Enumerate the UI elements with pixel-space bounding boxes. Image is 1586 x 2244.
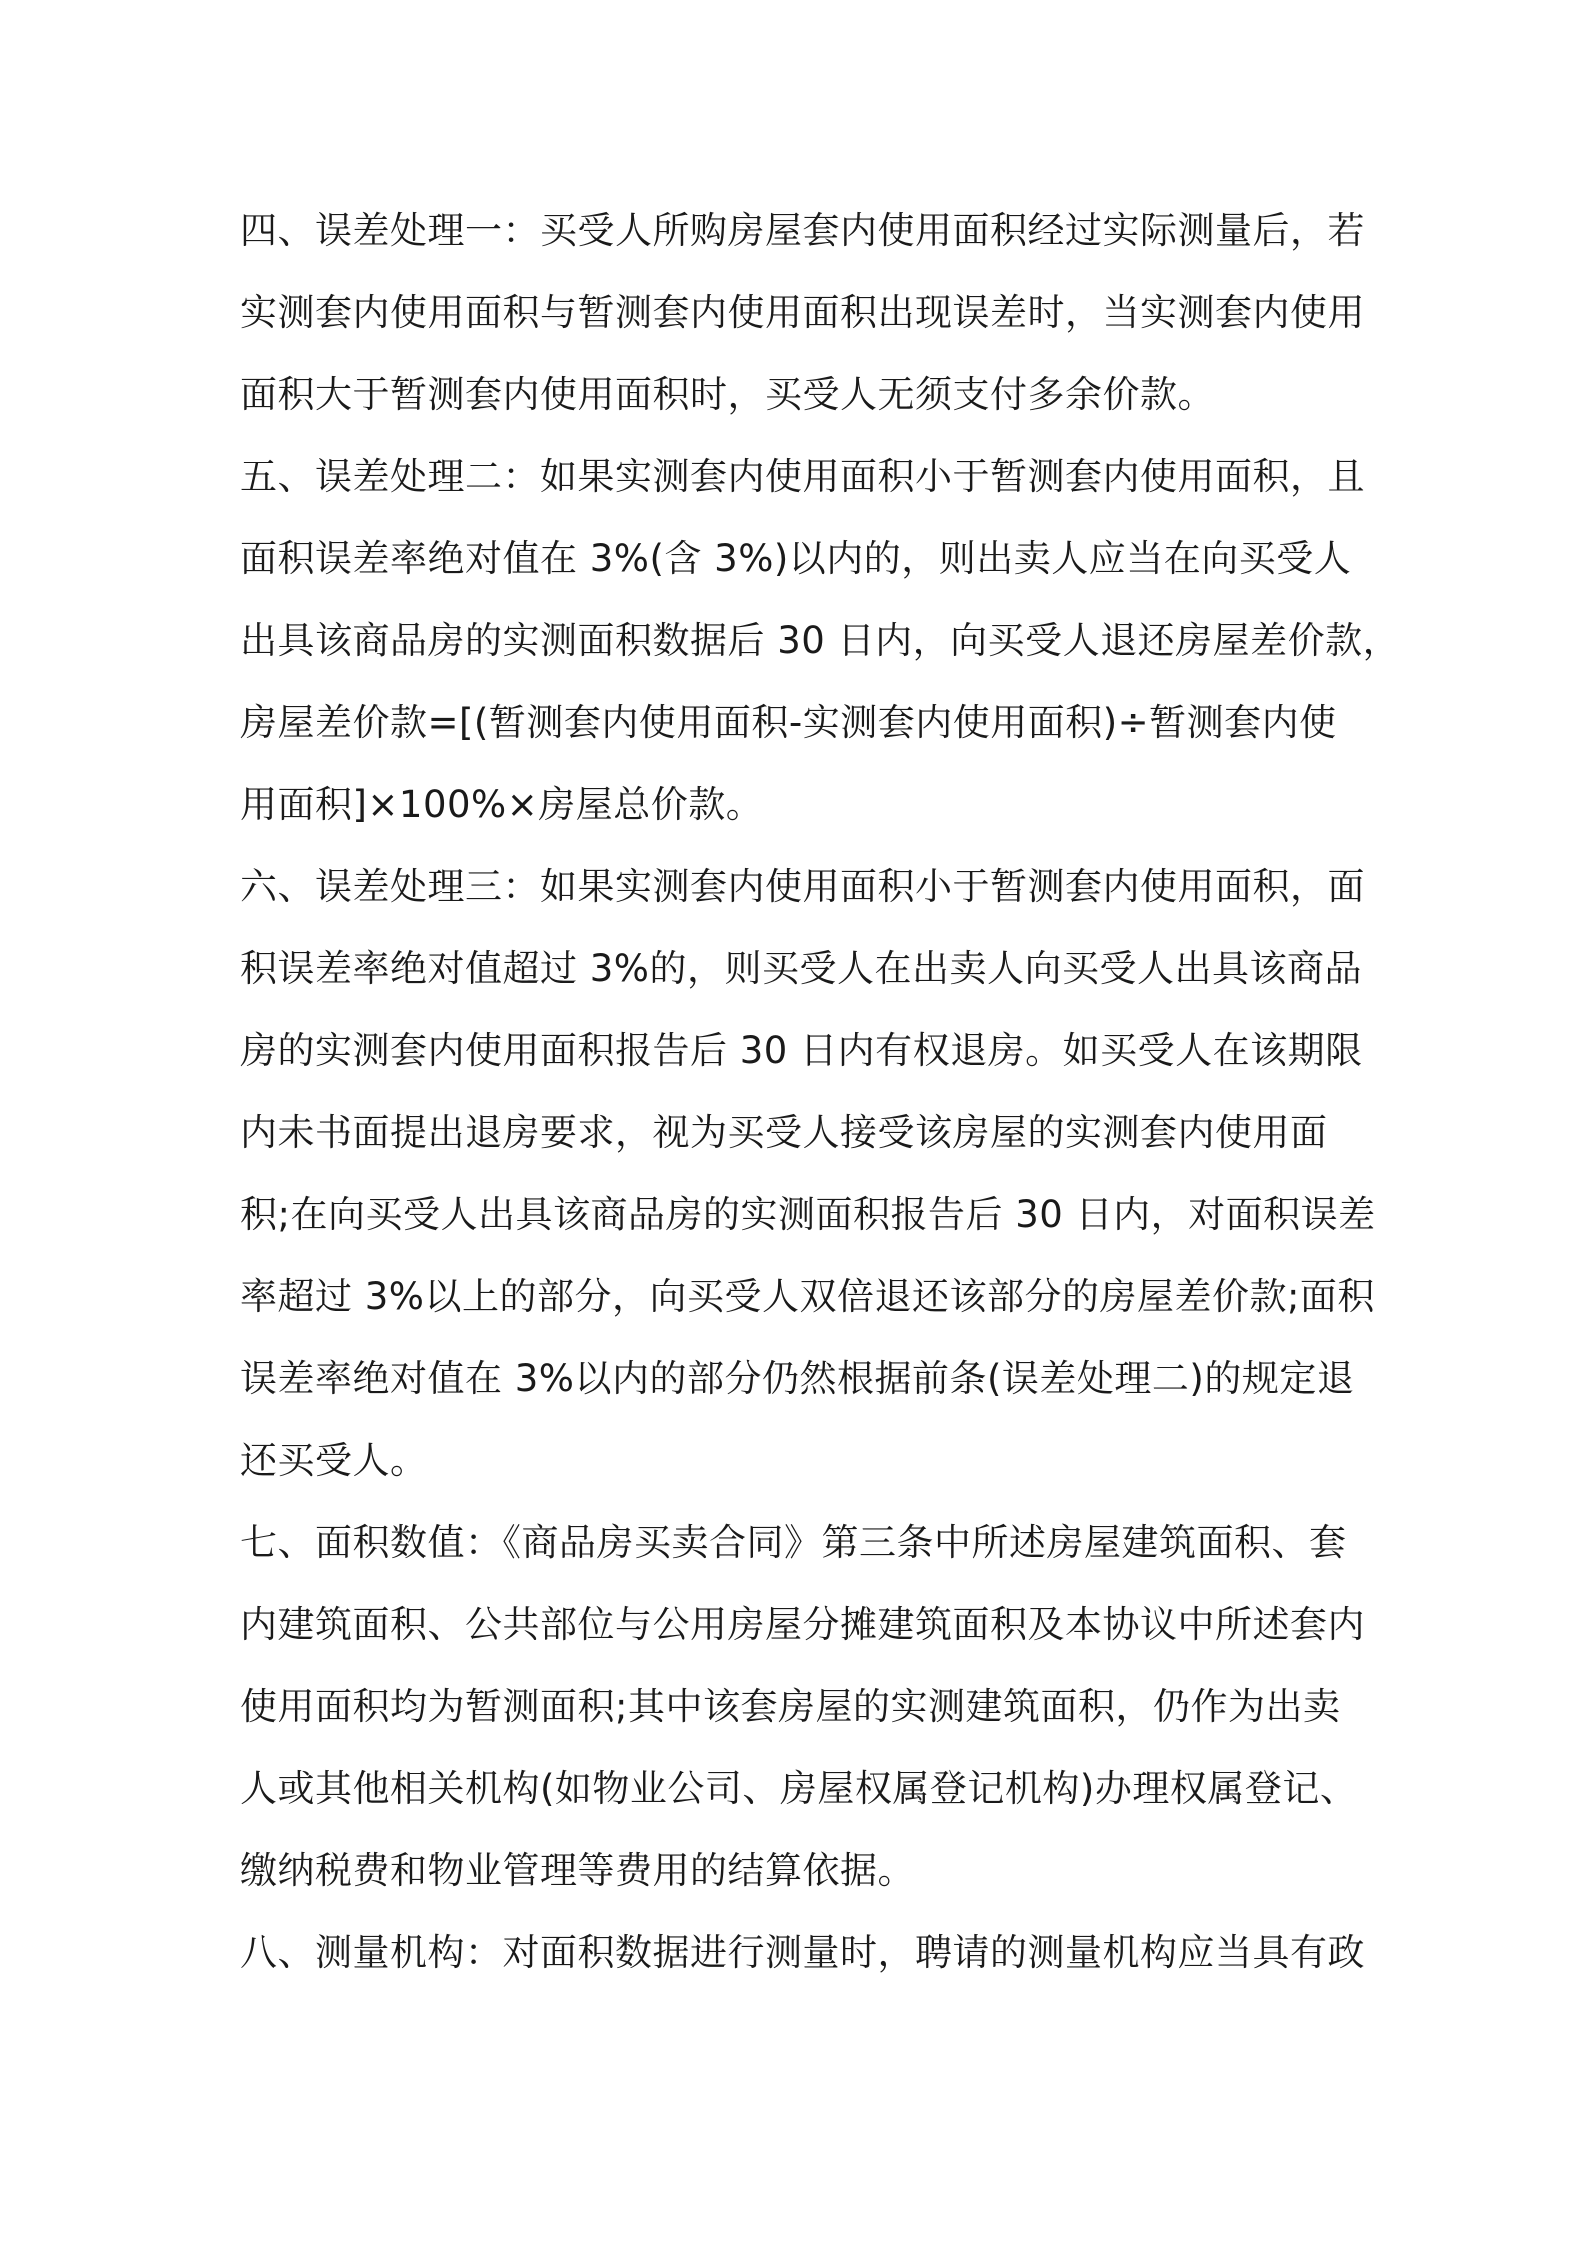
text-line: 房的实测套内使用面积报告后 30 日内有权退房。如买受人在该期限 xyxy=(240,1029,1363,1072)
text-line: 六、误差处理三：如果实测套内使用面积小于暂测套内使用面积，面 xyxy=(240,865,1365,908)
text-line: 还买受人。 xyxy=(240,1439,428,1482)
contract-text xyxy=(240,190,1401,1994)
text-line: 出具该商品房的实测面积数据后 30 日内，向买受人退还房屋差价款， xyxy=(240,619,1401,662)
text-line: 积;在向买受人出具该商品房的实测面积报告后 30 日内，对面积误差 xyxy=(240,1193,1376,1236)
text-line: 率超过 3%以上的部分，向买受人双倍退还该部分的房屋差价款;面积 xyxy=(240,1275,1375,1318)
text-line: 五、误差处理二：如果实测套内使用面积小于暂测套内使用面积，且 xyxy=(240,455,1365,498)
text-line: 用面积]×100%×房屋总价款。 xyxy=(240,783,764,826)
text-line: 内未书面提出退房要求，视为买受人接受该房屋的实测套内使用面 xyxy=(240,1111,1328,1154)
text-line: 实测套内使用面积与暂测套内使用面积出现误差时，当实测套内使用 xyxy=(240,291,1365,334)
text-line: 缴纳税费和物业管理等费用的结算依据。 xyxy=(240,1849,915,1892)
text-line: 四、误差处理一：买受人所购房屋套内使用面积经过实际测量后，若 xyxy=(240,209,1365,252)
text-line: 七、面积数值：《商品房买卖合同》第三条中所述房屋建筑面积、套 xyxy=(240,1521,1347,1564)
text-line: 房屋差价款=[(暂测套内使用面积-实测套内使用面积)÷暂测套内使 xyxy=(240,701,1337,744)
text-line: 人或其他相关机构(如物业公司、房屋权属登记机构)办理权属登记、 xyxy=(240,1767,1358,1810)
text-line: 误差率绝对值在 3%以内的部分仍然根据前条(误差处理二)的规定退 xyxy=(240,1357,1355,1400)
text-line: 面积大于暂测套内使用面积时，买受人无须支付多余价款。 xyxy=(240,373,1215,416)
text-line: 使用面积均为暂测面积;其中该套房屋的实测建筑面积，仍作为出卖 xyxy=(240,1685,1341,1728)
text-line: 面积误差率绝对值在 3%(含 3%)以内的，则出卖人应当在向买受人 xyxy=(240,537,1352,580)
text-line: 内建筑面积、公共部位与公用房屋分摊建筑面积及本协议中所述套内 xyxy=(240,1603,1365,1646)
text-line: 积误差率绝对值超过 3%的，则买受人在出卖人向买受人出具该商品 xyxy=(240,947,1362,990)
text-line: 八、测量机构：对面积数据进行测量时，聘请的测量机构应当具有政 xyxy=(240,1931,1365,1974)
